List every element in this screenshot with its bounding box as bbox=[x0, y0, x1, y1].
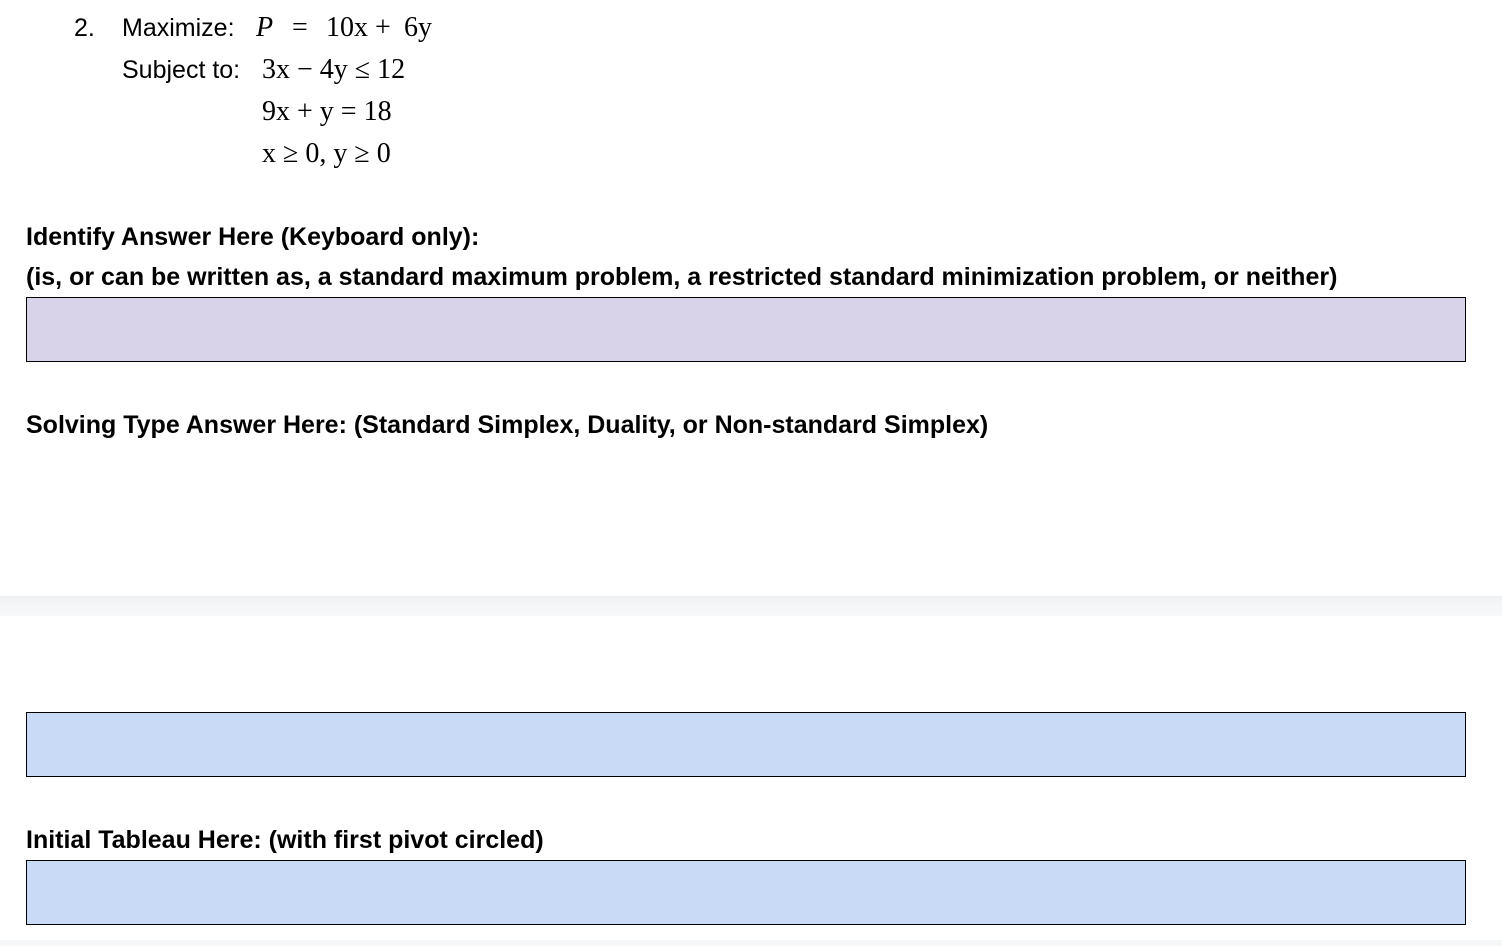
initial-tableau-answer-field[interactable] bbox=[26, 860, 1466, 925]
objective-term-2: 6y bbox=[404, 12, 432, 43]
objective-variable: P bbox=[256, 12, 274, 43]
identify-heading: Identify Answer Here (Keyboard only): bbox=[26, 223, 480, 251]
constraint-1: 3x − 4y ≤ 12 bbox=[262, 54, 406, 85]
solving-type-answer-field[interactable] bbox=[26, 712, 1466, 777]
problem-number: 2. bbox=[74, 14, 95, 42]
page-break bbox=[0, 596, 1502, 616]
objective-equals: = bbox=[292, 12, 308, 43]
initial-tableau-heading: Initial Tableau Here: (with first pivot circled) bbox=[26, 826, 544, 854]
identify-subheading: (is, or can be written as, a standard maximum problem, a restricted standard minimization problem, or neither) bbox=[26, 263, 1338, 291]
maximize-label: Maximize: bbox=[122, 14, 235, 42]
constraint-3: x ≥ 0, y ≥ 0 bbox=[262, 138, 391, 169]
page-bottom-edge bbox=[0, 940, 1502, 946]
solving-type-heading: Solving Type Answer Here: (Standard Simplex, Duality, or Non-standard Simplex) bbox=[26, 411, 989, 439]
objective-term-1: 10x + bbox=[326, 12, 391, 43]
constraint-2: 9x + y = 18 bbox=[262, 96, 392, 127]
document-page-2 bbox=[0, 616, 1502, 946]
subject-to-label: Subject to: bbox=[122, 56, 241, 84]
identify-answer-field[interactable] bbox=[26, 297, 1466, 362]
